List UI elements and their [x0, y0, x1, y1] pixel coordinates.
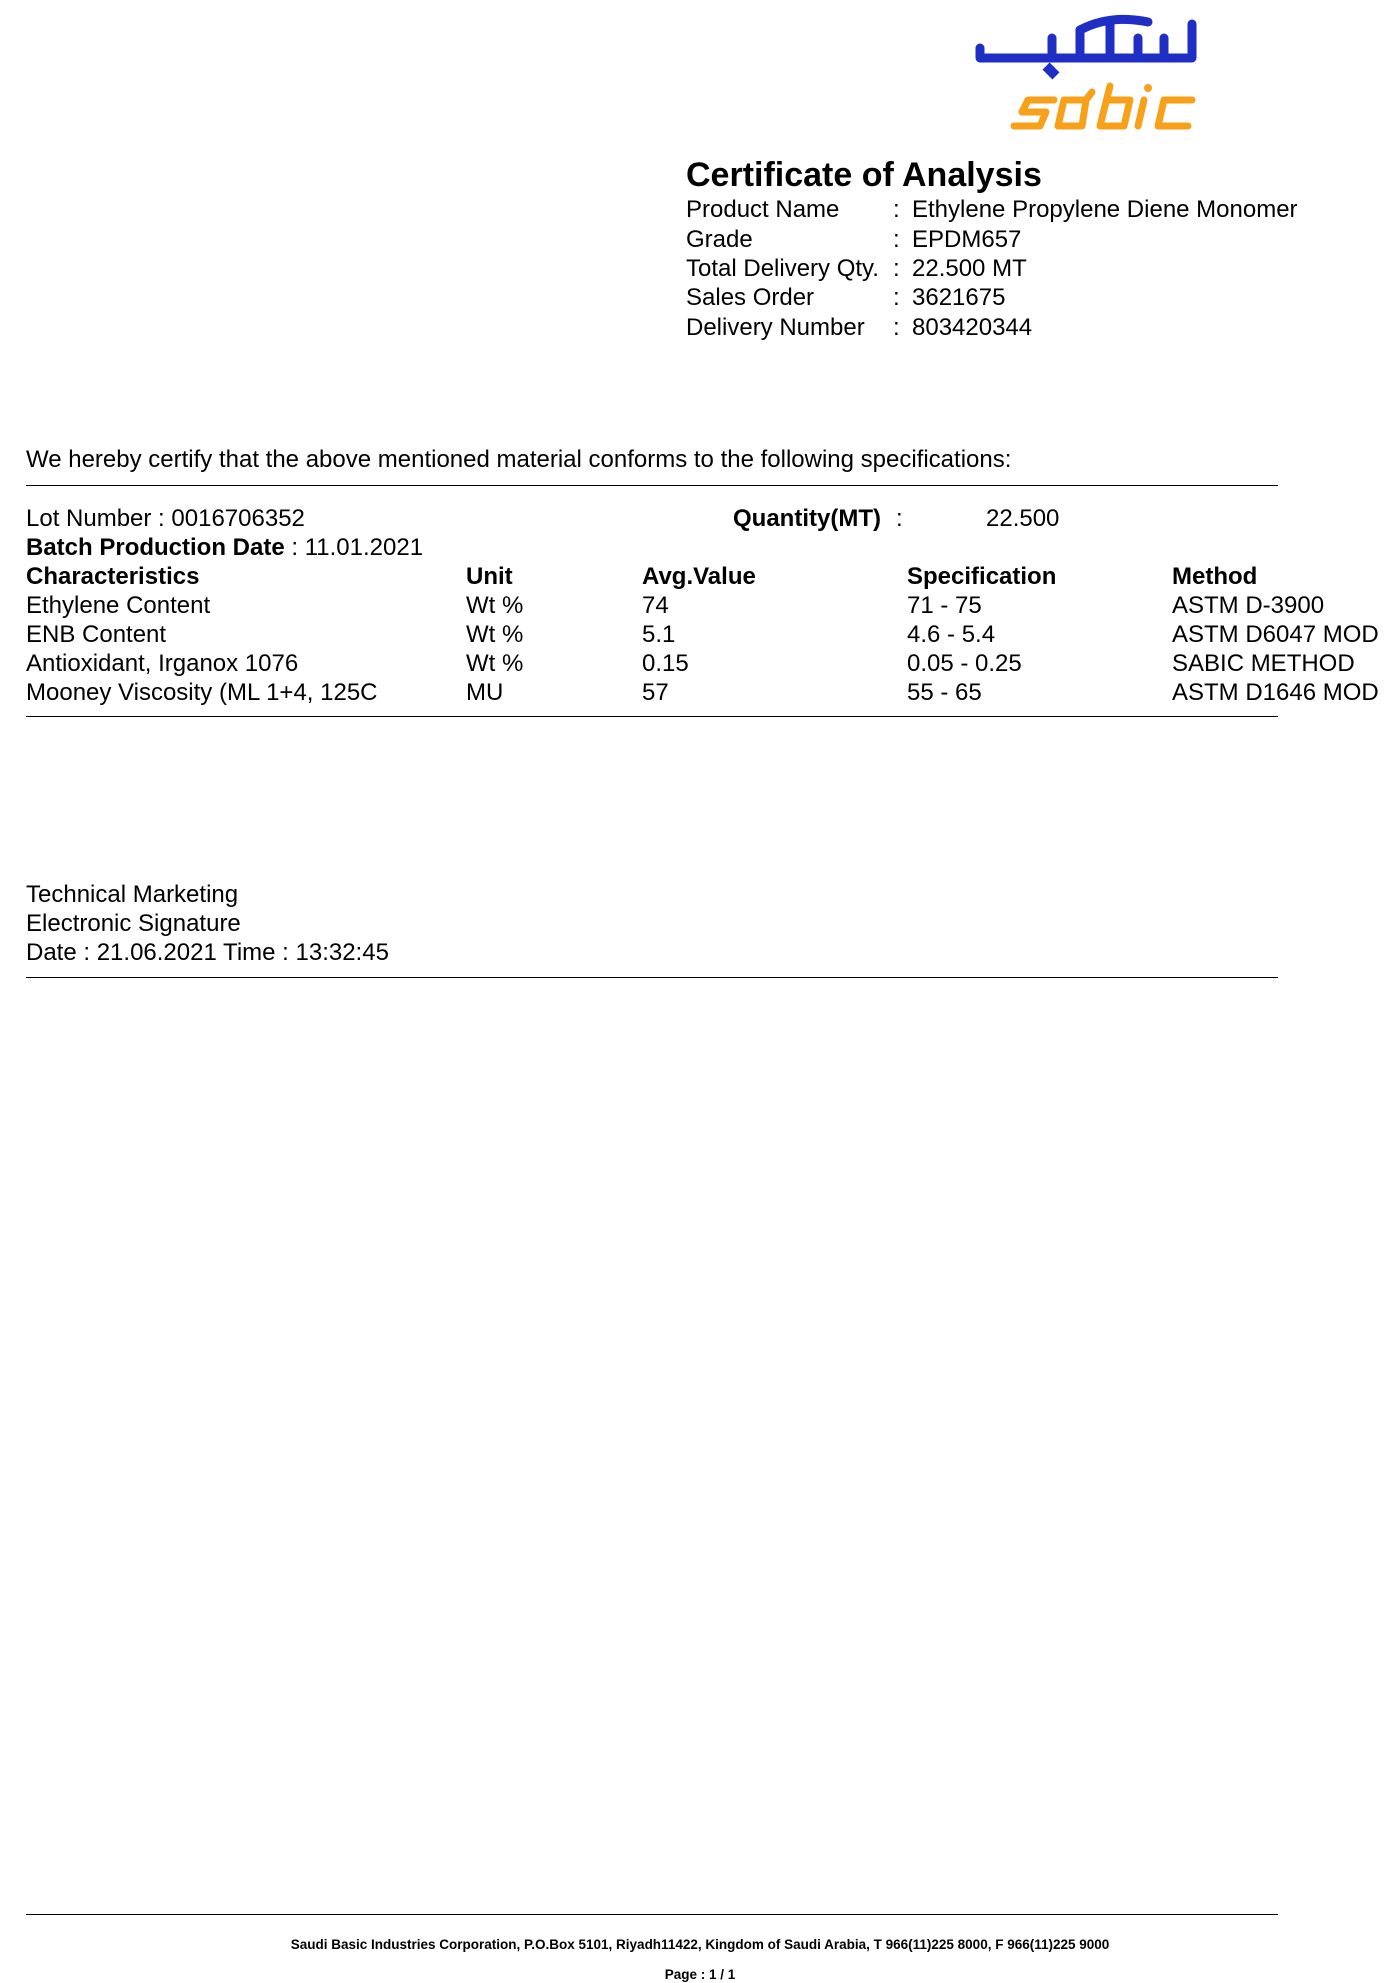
quantity-value: 22.500	[986, 505, 1060, 532]
row-2-characteristic: ENB Content	[26, 621, 167, 648]
row-3-specification: 0.05 - 0.25	[907, 650, 1022, 677]
batch-production-date-value: 11.01.2021	[304, 534, 424, 561]
header-specification: Specification	[907, 563, 1057, 590]
row-4-characteristic: Mooney Viscosity (ML 1+4, 125C	[26, 679, 378, 706]
lot-number	[26, 504, 305, 533]
batch-production-date	[26, 533, 423, 562]
batch-production-date-separator: :	[284, 534, 305, 561]
row-4-method: ASTM D1646 MOD	[1172, 679, 1379, 706]
batch-production-date-label: Batch Production Date	[26, 534, 285, 561]
footer-address: Saudi Basic Industries Corporation, P.O.Box 5101, Riyadh11422, Kingdom of Saudi Arabia, T 966(11)225 8000, F 966(11)225 9000	[290, 1937, 1110, 1952]
row-2-avg-value: 5.1	[642, 621, 676, 648]
lot-number-value: 0016706352	[171, 505, 305, 532]
delivery-number-label: Delivery Number	[686, 314, 865, 341]
delivery-number-colon: :	[893, 314, 900, 341]
footer-divider	[26, 1914, 1278, 1915]
row-2-specification: 4.6 - 5.4	[907, 621, 996, 648]
certificate-title: Certificate of Analysis	[686, 156, 1042, 194]
header-characteristics: Characteristics	[26, 563, 200, 590]
row-2-method: ASTM D6047 MOD	[1172, 621, 1379, 648]
header-avg-value: Avg.Value	[642, 563, 756, 590]
delivery-number-value: 803420344	[912, 314, 1033, 341]
total-delivery-qty-value: 22.500 MT	[912, 255, 1027, 282]
header-unit: Unit	[466, 563, 513, 590]
quantity-colon: :	[896, 505, 903, 532]
sabic-logo	[960, 8, 1200, 136]
signature-datetime: Date : 21.06.2021 Time : 13:32:45	[26, 939, 389, 966]
sales-order-label: Sales Order	[686, 284, 815, 311]
certification-statement: We hereby certify that the above mentioned material conforms to the following specifications:	[26, 446, 1012, 473]
product-name-label: Product Name	[686, 196, 840, 223]
row-1-method: ASTM D-3900	[1172, 592, 1325, 619]
page-number: Page : 1 / 1	[664, 1967, 736, 1982]
row-4-specification: 55 - 65	[907, 679, 982, 706]
row-1-specification: 71 - 75	[907, 592, 982, 619]
row-2-unit: Wt %	[466, 621, 524, 648]
signature-type: Electronic Signature	[26, 910, 241, 937]
divider	[26, 485, 1278, 486]
row-1-characteristic: Ethylene Content	[26, 592, 211, 619]
row-3-unit: Wt %	[466, 650, 524, 677]
row-3-method: SABIC METHOD	[1172, 650, 1355, 677]
row-3-avg-value: 0.15	[642, 650, 689, 677]
total-delivery-qty-label: Total Delivery Qty.	[686, 255, 879, 282]
row-3-characteristic: Antioxidant, Irganox 1076	[26, 650, 299, 677]
grade-label: Grade	[686, 226, 753, 253]
divider	[26, 716, 1278, 717]
grade-value: EPDM657	[912, 226, 1022, 253]
quantity-label: Quantity(MT)	[733, 505, 881, 532]
row-1-avg-value: 74	[642, 592, 669, 619]
signature-department: Technical Marketing	[26, 881, 239, 908]
product-name-value: Ethylene Propylene Diene Monomer	[912, 196, 1298, 223]
lot-number-label: Lot Number :	[26, 505, 172, 532]
grade-colon: :	[893, 226, 900, 253]
divider	[26, 977, 1278, 978]
header-method: Method	[1172, 563, 1258, 590]
sales-order-value: 3621675	[912, 284, 1006, 311]
total-delivery-qty-colon: :	[893, 255, 900, 282]
sales-order-colon: :	[893, 284, 900, 311]
row-4-unit: MU	[466, 679, 504, 706]
row-4-avg-value: 57	[642, 679, 669, 706]
row-1-unit: Wt %	[466, 592, 524, 619]
product-name-colon: :	[893, 196, 900, 223]
